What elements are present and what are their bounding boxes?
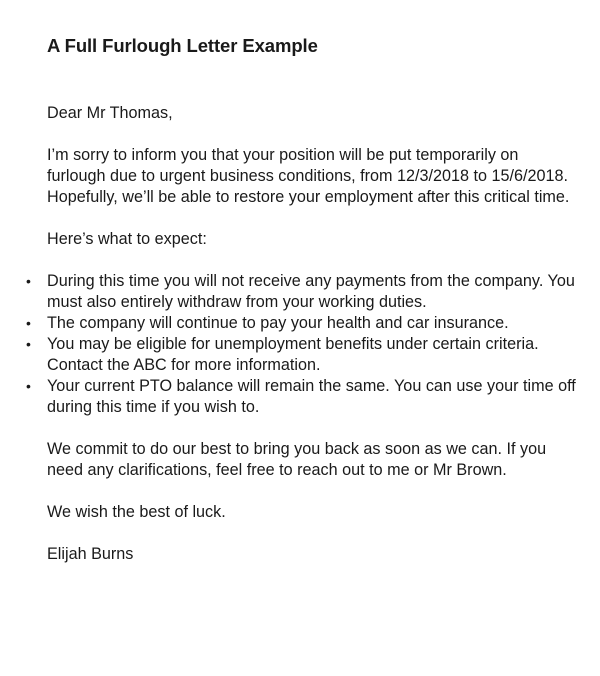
bullet-icon: • <box>26 378 31 394</box>
closing-wish: We wish the best of luck. <box>47 503 226 521</box>
list-item <box>26 334 577 376</box>
bullet-icon: • <box>26 273 31 289</box>
signature: Elijah Burns <box>47 545 134 563</box>
salutation: Dear Mr Thomas, <box>47 104 173 122</box>
list-item <box>26 313 577 334</box>
list-item-text: Your current PTO balance will remain the same. You can use your time off during this time if you wish to. <box>47 377 576 416</box>
list-item-text: You may be eligible for unemployment benefits under certain criteria. Contact the ABC for more information. <box>47 335 539 374</box>
paragraph-furlough-notice: I’m sorry to inform you that your position will be put temporarily on furlough due to urgent business conditions, from 12/3/2018 to 15/6/2018. Hopefully, we’ll be able to restore your employment after this critical time. <box>47 146 570 206</box>
list-item <box>26 271 577 313</box>
bullet-icon: • <box>26 315 31 331</box>
list-item-text: The company will continue to pay your health and car insurance. <box>47 314 509 332</box>
bullet-icon: • <box>26 336 31 352</box>
expectations-intro: Here’s what to expect: <box>47 230 207 248</box>
paragraph-commitment: We commit to do our best to bring you back as soon as we can. If you need any clarifications, feel free to reach out to me or Mr Brown. <box>47 440 547 479</box>
letter <box>26 34 577 565</box>
expectations-list <box>26 271 577 418</box>
list-item-text: During this time you will not receive any payments from the company. You must also entirely withdraw from your working duties. <box>47 272 575 311</box>
letter-title: A Full Furlough Letter Example <box>47 35 318 56</box>
list-item <box>26 376 577 418</box>
